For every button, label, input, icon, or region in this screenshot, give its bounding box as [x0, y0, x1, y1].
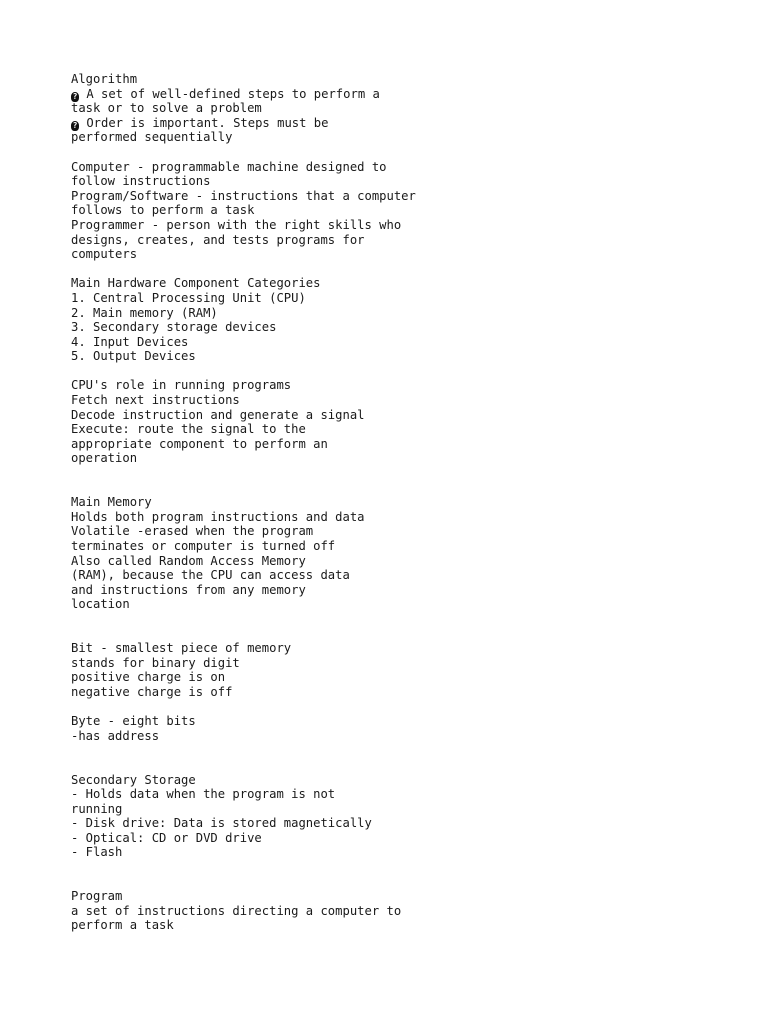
text-line: [71, 437, 751, 452]
line-text: - Flash: [71, 845, 123, 860]
text-line: [71, 831, 751, 846]
text-line: [71, 291, 751, 306]
section-heading: [71, 378, 751, 393]
text-line: [71, 203, 751, 218]
line-text: Computer - programmable machine designed to: [71, 159, 387, 174]
line-text: -has address: [71, 728, 160, 743]
line-text: follow instructions: [71, 174, 211, 189]
text-line: [71, 218, 751, 233]
blank-line: [71, 262, 751, 277]
text-line: [71, 554, 751, 569]
document-body: [71, 72, 751, 933]
text-line: [71, 904, 751, 919]
text-section: [71, 714, 751, 743]
line-text: negative charge is off: [71, 684, 233, 699]
text-section: [71, 495, 751, 612]
text-line: [71, 845, 751, 860]
line-text: terminates or computer is turned off: [71, 539, 336, 553]
line-text: (RAM), because the CPU can access data: [71, 568, 350, 583]
blank-line: [71, 700, 751, 715]
text-section: [71, 72, 751, 145]
text-line: [71, 787, 751, 802]
text-line: [71, 130, 751, 145]
text-line: [71, 101, 751, 116]
line-text: Byte - eight bits: [71, 714, 196, 729]
text-line: [71, 539, 751, 554]
line-text: A set of well-defined steps to perform a: [79, 86, 380, 101]
blank-line: [71, 743, 751, 758]
text-line: [71, 335, 751, 350]
text-line: [71, 451, 751, 466]
line-text: Volatile -erased when the program: [71, 524, 314, 539]
text-line: [71, 802, 751, 817]
line-text: - Disk drive: Data is stored magnetically: [71, 816, 372, 831]
line-text: a set of instructions directing a computer to: [71, 903, 402, 918]
text-line: [71, 233, 751, 248]
line-text: running: [71, 801, 123, 816]
line-text: 3. Secondary storage devices: [71, 320, 277, 335]
line-text: Order is important. Steps must be: [79, 115, 329, 130]
section-heading: [71, 276, 751, 291]
text-line: [71, 583, 751, 598]
line-text: positive charge is on: [71, 670, 226, 685]
section-heading: [71, 72, 751, 87]
line-text: perform a task: [71, 918, 174, 933]
text-section: [71, 276, 751, 364]
text-line: [71, 116, 751, 131]
text-line: [71, 247, 751, 262]
blank-line: [71, 627, 751, 642]
line-text: designs, creates, and tests programs for: [71, 232, 365, 247]
line-text: operation: [71, 451, 138, 466]
line-text: - Optical: CD or DVD drive: [71, 830, 262, 845]
blank-line: [71, 860, 751, 875]
line-text: - Holds data when the program is not: [71, 787, 336, 802]
text-section: [71, 773, 751, 861]
section-heading: [71, 495, 751, 510]
text-line: [71, 408, 751, 423]
line-text: Execute: route the signal to the: [71, 422, 306, 437]
line-text: 2. Main memory (RAM): [71, 305, 218, 320]
blank-line: [71, 875, 751, 890]
line-text: location: [71, 597, 130, 612]
line-text: Program: [71, 889, 123, 904]
text-line: [71, 306, 751, 321]
text-line: [71, 729, 751, 744]
line-text: Program/Software - instructions that a computer: [71, 188, 416, 203]
line-text: task or to solve a problem: [71, 101, 262, 116]
blank-line: [71, 466, 751, 481]
text-line: [71, 87, 751, 102]
line-text: Holds both program instructions and data: [71, 509, 365, 524]
blank-line: [71, 612, 751, 627]
text-line: [71, 393, 751, 408]
text-line: [71, 568, 751, 583]
text-line: [71, 524, 751, 539]
line-text: Secondary Storage: [71, 772, 196, 787]
text-line: [71, 320, 751, 335]
replacement-char-icon: ?: [72, 120, 78, 130]
line-text: Fetch next instructions: [71, 393, 240, 408]
text-line: [71, 422, 751, 437]
blank-line: [71, 145, 751, 160]
section-heading: [71, 889, 751, 904]
section-heading: [71, 714, 751, 729]
text-line: [71, 189, 751, 204]
blank-line: [71, 481, 751, 496]
line-text: appropriate component to perform an: [71, 436, 328, 451]
text-line: [71, 670, 751, 685]
line-text: computers: [71, 247, 138, 262]
blank-line: [71, 758, 751, 773]
line-text: Bit - smallest piece of memory: [71, 641, 292, 656]
section-heading: [71, 641, 751, 656]
section-heading: [71, 773, 751, 788]
line-text: 4. Input Devices: [71, 334, 189, 349]
text-section: [71, 160, 751, 262]
text-section: [71, 641, 751, 699]
line-text: Also called Random Access Memory: [71, 553, 306, 568]
line-text: follows to perform a task: [71, 203, 255, 218]
text-line: [71, 656, 751, 671]
line-text: Decode instruction and generate a signal: [71, 407, 365, 422]
text-line: [71, 918, 751, 933]
text-line: [71, 685, 751, 700]
line-text: 1. Central Processing Unit (CPU): [71, 290, 306, 305]
section-heading: [71, 160, 751, 175]
line-text: stands for binary digit: [71, 655, 240, 670]
text-section: [71, 378, 751, 466]
replacement-char-icon: ?: [72, 91, 78, 101]
text-section: [71, 889, 751, 933]
line-text: CPU's role in running programs: [71, 378, 292, 393]
line-text: Algorithm: [71, 72, 138, 86]
text-line: [71, 174, 751, 189]
line-text: Programmer - person with the right skills who: [71, 217, 402, 232]
line-text: performed sequentially: [71, 130, 233, 145]
blank-line: [71, 364, 751, 379]
line-text: Main Hardware Component Categories: [71, 276, 321, 291]
line-text: 5. Output Devices: [71, 349, 196, 364]
text-line: [71, 510, 751, 525]
text-line: [71, 349, 751, 364]
line-text: Main Memory: [71, 495, 152, 510]
line-text: and instructions from any memory: [71, 582, 306, 597]
text-line: [71, 816, 751, 831]
text-line: [71, 597, 751, 612]
